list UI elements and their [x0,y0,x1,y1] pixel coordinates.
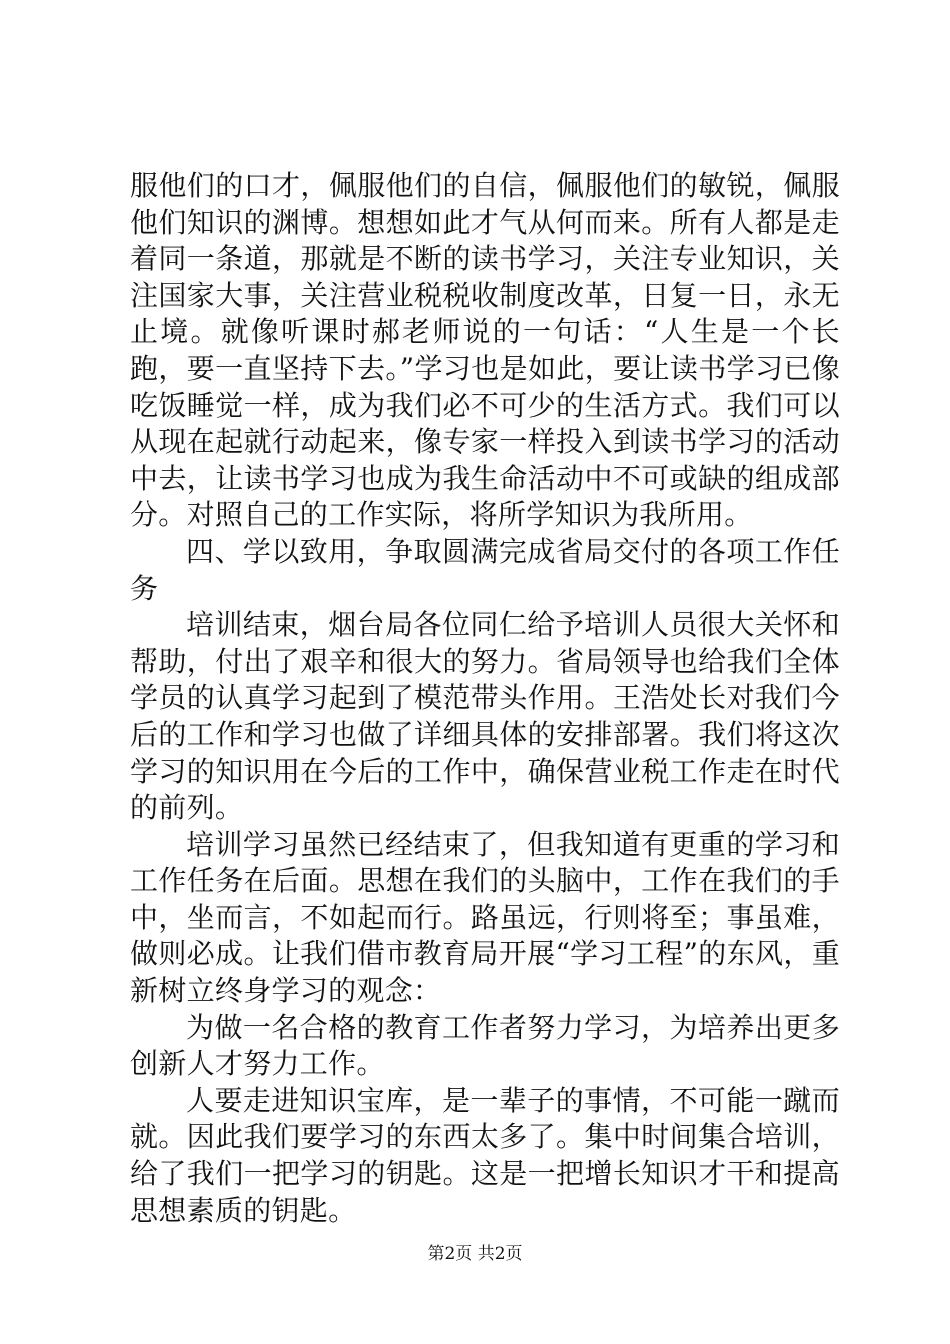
document-body [130,168,840,1229]
paragraph: 培训学习虽然已经结束了，但我知道有更重的学习和工作任务在后面。思想在我们的头脑中，工作在我们的手中，坐而言，不如起而行。路虽远，行则将至；事虽难，做则必成。让我们借市教育局开展“学习工程”的东风，重新树立终身学习的观念： [130,827,840,1008]
paragraph: 培训结束，烟台局各位同仁给予培训人员很大关怀和帮助，付出了艰辛和很大的努力。省局领导也给我们全体学员的认真学习起到了模范带头作用。王浩处长对我们今后的工作和学习也做了详细具体的安排部署。我们将这次学习的知识用在今后的工作中，确保营业税工作走在时代的前列。 [130,608,840,825]
section-heading: 四、学以致用，争取圆满完成省局交付的各项工作任务 [130,534,840,605]
paragraph-continuation: 服他们的口才，佩服他们的自信，佩服他们的敏锐，佩服他们知识的渊博。想想如此才气从何而来。所有人都是走着同一条道，那就是不断的读书学习，关注专业知识，关注国家大事，关注营业税税收制度改革，日复一日，永无止境。就像听课时郝老师说的一句话：“人生是一个长跑，要一直坚持下去。”学习也是如此，要让读书学习已像吃饭睡觉一样，成为我们必不可少的生活方式。我们可以从现在起就行动起来，像专家一样投入到读书学习的活动中去，让读书学习也成为我生命活动中不可或缺的组成部分。对照自己的工作实际，将所学知识为我所用。 [130,169,840,532]
page-number-footer: 第2页 共2页 [427,1244,523,1264]
paragraph: 为做一名合格的教育工作者努力学习，为培养出更多创新人才努力工作。 [130,1010,840,1081]
paragraph: 人要走进知识宝库，是一辈子的事情，不可能一蹴而就。因此我们要学习的东西太多了。集中时间集合培训，给了我们一把学习的钥匙。这是一把增长知识才干和提高思想素质的钥匙。 [130,1083,840,1227]
